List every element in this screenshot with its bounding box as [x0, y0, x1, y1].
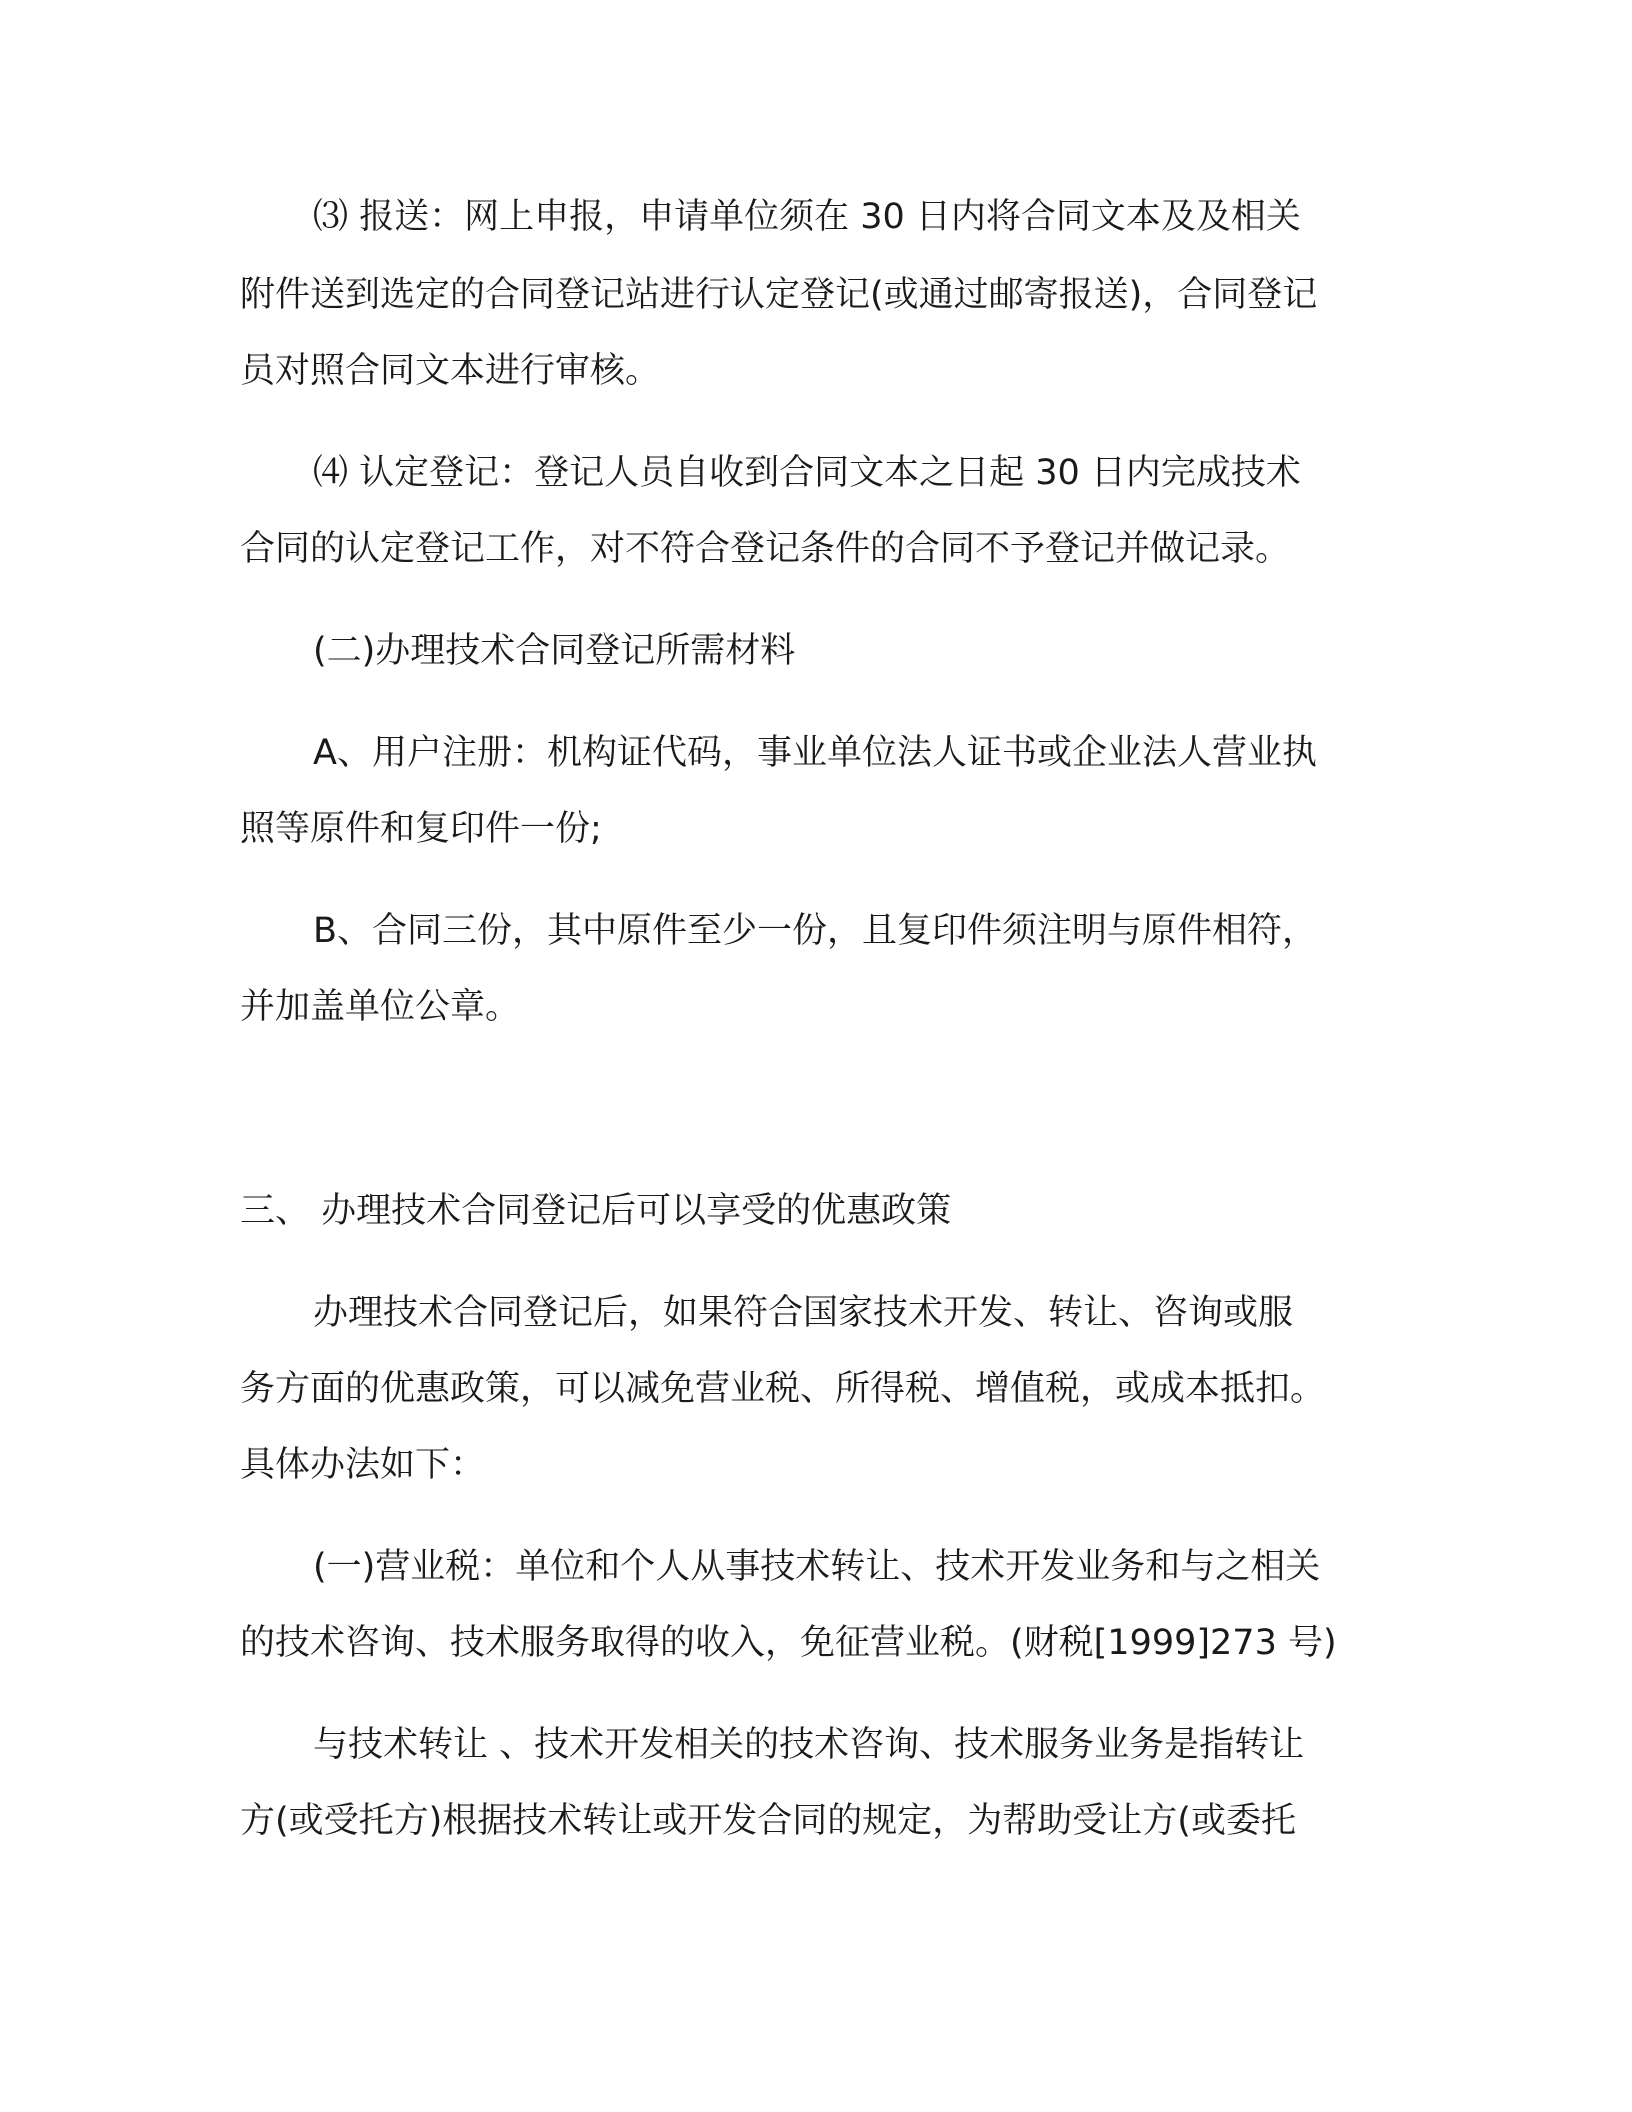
paragraph-line: ⑷ 认定登记：登记人员自收到合同文本之日起 30 日内完成技术 [313, 453, 1301, 493]
list-item-line: 照等原件和复印件一份; [240, 809, 602, 849]
paragraph-line: 的技术咨询、技术服务取得的收入，免征营业税。(财税[1999]273 号) [240, 1623, 1337, 1663]
paragraph-line: 与技术转让 、技术开发相关的技术咨询、技术服务业务是指转让 [313, 1725, 1305, 1765]
paragraph-line: 办理技术合同登记后，如果符合国家技术开发、转让、咨询或服 [313, 1293, 1294, 1333]
paragraph-line: 附件送到选定的合同登记站进行认定登记(或通过邮寄报送)，合同登记 [240, 275, 1318, 315]
paragraph-line: 合同的认定登记工作，对不符合登记条件的合同不予登记并做记录。 [240, 529, 1291, 569]
paragraph-line: 具体办法如下： [240, 1445, 486, 1485]
section-heading: 三、 办理技术合同登记后可以享受的优惠政策 [240, 1191, 952, 1231]
list-item-line: A、用户注册：机构证代码，事业单位法人证书或企业法人营业执 [313, 733, 1317, 773]
list-item-line: B、合同三份，其中原件至少一份，且复印件须注明与原件相符， [313, 911, 1318, 951]
paragraph-line: 方(或受托方)根据技术转让或开发合同的规定，为帮助受让方(或委托 [240, 1801, 1296, 1841]
paragraph-line: ⑶ 报送：网上申报，申请单位须在 30 日内将合同文本及及相关 [313, 197, 1301, 237]
paragraph-line: 务方面的优惠政策，可以减免营业税、所得税、增值税，或成本抵扣。 [240, 1369, 1326, 1409]
paragraph-line: 员对照合同文本进行审核。 [240, 351, 661, 391]
section-heading: (二)办理技术合同登记所需材料 [313, 631, 796, 671]
paragraph-line: (一)营业税：单位和个人从事技术转让、技术开发业务和与之相关 [313, 1547, 1321, 1587]
list-item-line: 并加盖单位公章。 [240, 987, 521, 1027]
